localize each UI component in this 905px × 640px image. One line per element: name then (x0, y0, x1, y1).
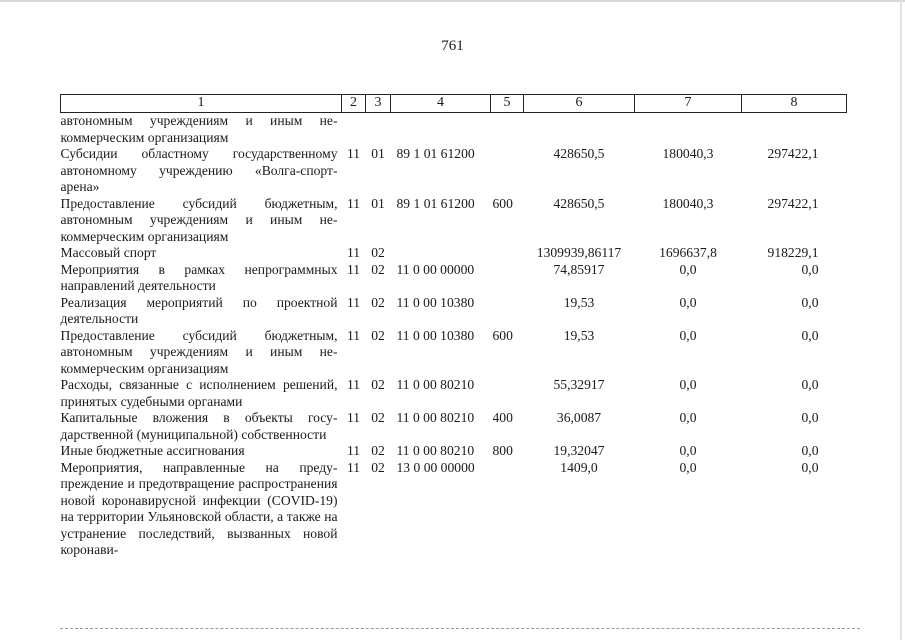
row-expense-type (491, 262, 524, 295)
row-value-6: 19,53 (563, 327, 595, 343)
row-target-code: 11 0 00 80210 (396, 443, 475, 458)
row-value-8: 0,0 (801, 443, 819, 458)
row-name: Расходы, связанные с исполнением решений, принятых судебными органами (60, 377, 338, 409)
row-value-8: 0,0 (801, 410, 819, 425)
row-value-6: 74,85917 (553, 261, 605, 277)
row-expense-type (491, 460, 524, 559)
header-col-8: 8 (742, 95, 847, 113)
row-subsection: 02 (371, 459, 385, 475)
row-value-6: 19,32047 (553, 443, 605, 458)
row-name: Предоставление субсидий бюджетным, автономным учреждениям и иным некоммерческим организациям (60, 327, 338, 376)
row-expense-type: 400 (492, 410, 513, 425)
row-value-8: 0,0 (801, 261, 819, 277)
scan-top-edge (0, 0, 905, 2)
row-section: 11 (346, 459, 361, 475)
table-row (61, 410, 847, 443)
row-target-code: 11 0 00 80210 (396, 410, 475, 425)
row-name: Иные бюджетные ассигнования (60, 443, 245, 458)
table-row (61, 328, 847, 378)
header-col-3: 3 (366, 95, 391, 113)
row-name: Реализация мероприятий по проектной деятельности (60, 294, 338, 326)
row-target-code: 11 0 00 10380 (396, 294, 475, 310)
row-subsection: 02 (371, 294, 385, 310)
table-row (61, 196, 847, 246)
row-subsection (366, 113, 391, 147)
row-value-8 (742, 113, 847, 147)
table-row (61, 245, 847, 262)
row-value-7: 0,0 (679, 459, 697, 475)
row-name: Капитальные вложения в объекты государственной (муниципальной) собственности (60, 410, 338, 442)
header-col-7: 7 (635, 95, 742, 113)
row-value-8: 297422,1 (767, 146, 819, 161)
row-subsection: 01 (371, 146, 385, 161)
row-expense-type (491, 146, 524, 196)
row-subsection: 02 (371, 327, 385, 343)
row-target-code: 11 0 00 00000 (396, 261, 475, 277)
row-target-code: 13 0 00 00000 (396, 459, 475, 475)
row-target-code: 89 1 01 61200 (396, 146, 475, 161)
row-section: 11 (346, 261, 361, 277)
row-value-7: 0,0 (679, 327, 697, 343)
row-section: 11 (346, 377, 361, 392)
row-name: Мероприятия, направленные на предупреждение и предотвращение распространения новой коронавирусной инфекции (COVID-19) на территории Ульяновской области, а также на устранение последствий, вызванных новой коронави- (60, 459, 338, 557)
row-value-8: 297422,1 (767, 195, 819, 211)
row-target-code: 89 1 01 61200 (396, 195, 475, 211)
row-subsection: 02 (371, 261, 385, 277)
row-value-6: 1409,0 (560, 459, 598, 475)
row-expense-type (491, 245, 524, 262)
row-value-6 (524, 113, 635, 147)
row-value-7: 0,0 (679, 377, 697, 392)
row-value-7: 180040,3 (662, 195, 714, 211)
row-name: автономным учреждениям и иным некоммерческим организациям (60, 113, 338, 145)
header-col-4: 4 (391, 95, 491, 113)
row-expense-type (491, 295, 524, 328)
row-subsection: 01 (371, 195, 385, 211)
row-value-6: 19,53 (563, 294, 595, 310)
row-value-7: 0,0 (679, 410, 697, 425)
row-value-6: 428650,5 (553, 195, 605, 211)
row-value-8: 0,0 (801, 327, 819, 343)
table-body (61, 113, 847, 559)
header-col-6: 6 (524, 95, 635, 113)
scan-right-edge (900, 0, 902, 640)
scan-bottom-edge (60, 628, 860, 632)
row-expense-type (491, 377, 524, 410)
table-row (61, 443, 847, 460)
row-name: Предоставление субсидий бюджетным, автономным учреждениям и иным некоммерческим организациям (60, 195, 338, 244)
row-value-7: 0,0 (679, 261, 697, 277)
budget-table (60, 94, 847, 559)
row-subsection: 02 (371, 410, 385, 425)
row-section: 11 (346, 294, 361, 310)
row-value-8: 0,0 (801, 459, 819, 475)
row-value-8: 918229,1 (767, 245, 819, 260)
row-expense-type (491, 113, 524, 147)
row-expense-type: 600 (492, 195, 513, 211)
row-target-code: 11 0 00 10380 (396, 327, 475, 343)
table-row (61, 377, 847, 410)
row-expense-type: 600 (492, 327, 513, 343)
row-name: Массовый спорт (60, 245, 157, 260)
header-col-5: 5 (491, 95, 524, 113)
row-value-6: 55,32917 (553, 377, 605, 392)
page-number: 761 (441, 38, 464, 54)
row-section: 11 (346, 195, 361, 211)
row-value-7 (635, 113, 742, 147)
table-row (61, 460, 847, 559)
row-section: 11 (346, 410, 361, 425)
table-row (61, 262, 847, 295)
row-section: 11 (346, 245, 361, 260)
row-subsection: 02 (371, 245, 385, 260)
row-value-8: 0,0 (801, 294, 819, 310)
row-section (342, 113, 366, 147)
row-value-6: 1309939,86117 (536, 245, 622, 260)
row-name: Мероприятия в рамках непрограммных направлений деятельности (60, 261, 338, 293)
row-target-code (391, 113, 491, 147)
row-value-7: 0,0 (679, 294, 697, 310)
row-value-6: 428650,5 (553, 146, 605, 161)
row-value-7: 1696637,8 (659, 245, 717, 260)
table-header (61, 95, 847, 113)
header-row (61, 95, 847, 113)
table-row (61, 146, 847, 196)
row-name: Субсидии областному государственному автономному учреждению «Волга-спорт-арена» (60, 146, 338, 194)
row-value-8: 0,0 (801, 377, 819, 392)
row-target-code (391, 245, 491, 262)
row-subsection: 02 (371, 443, 385, 458)
row-subsection: 02 (371, 377, 385, 392)
table-row (61, 295, 847, 328)
header-col-2: 2 (342, 95, 366, 113)
row-section: 11 (346, 146, 361, 161)
row-value-6: 36,0087 (556, 410, 602, 425)
row-value-7: 0,0 (679, 443, 697, 458)
row-target-code: 11 0 00 80210 (396, 377, 475, 392)
row-section: 11 (346, 327, 361, 343)
row-section: 11 (346, 443, 361, 458)
header-col-1: 1 (61, 95, 342, 113)
row-value-7: 180040,3 (662, 146, 714, 161)
table-row (61, 113, 847, 147)
row-expense-type: 800 (492, 443, 513, 458)
